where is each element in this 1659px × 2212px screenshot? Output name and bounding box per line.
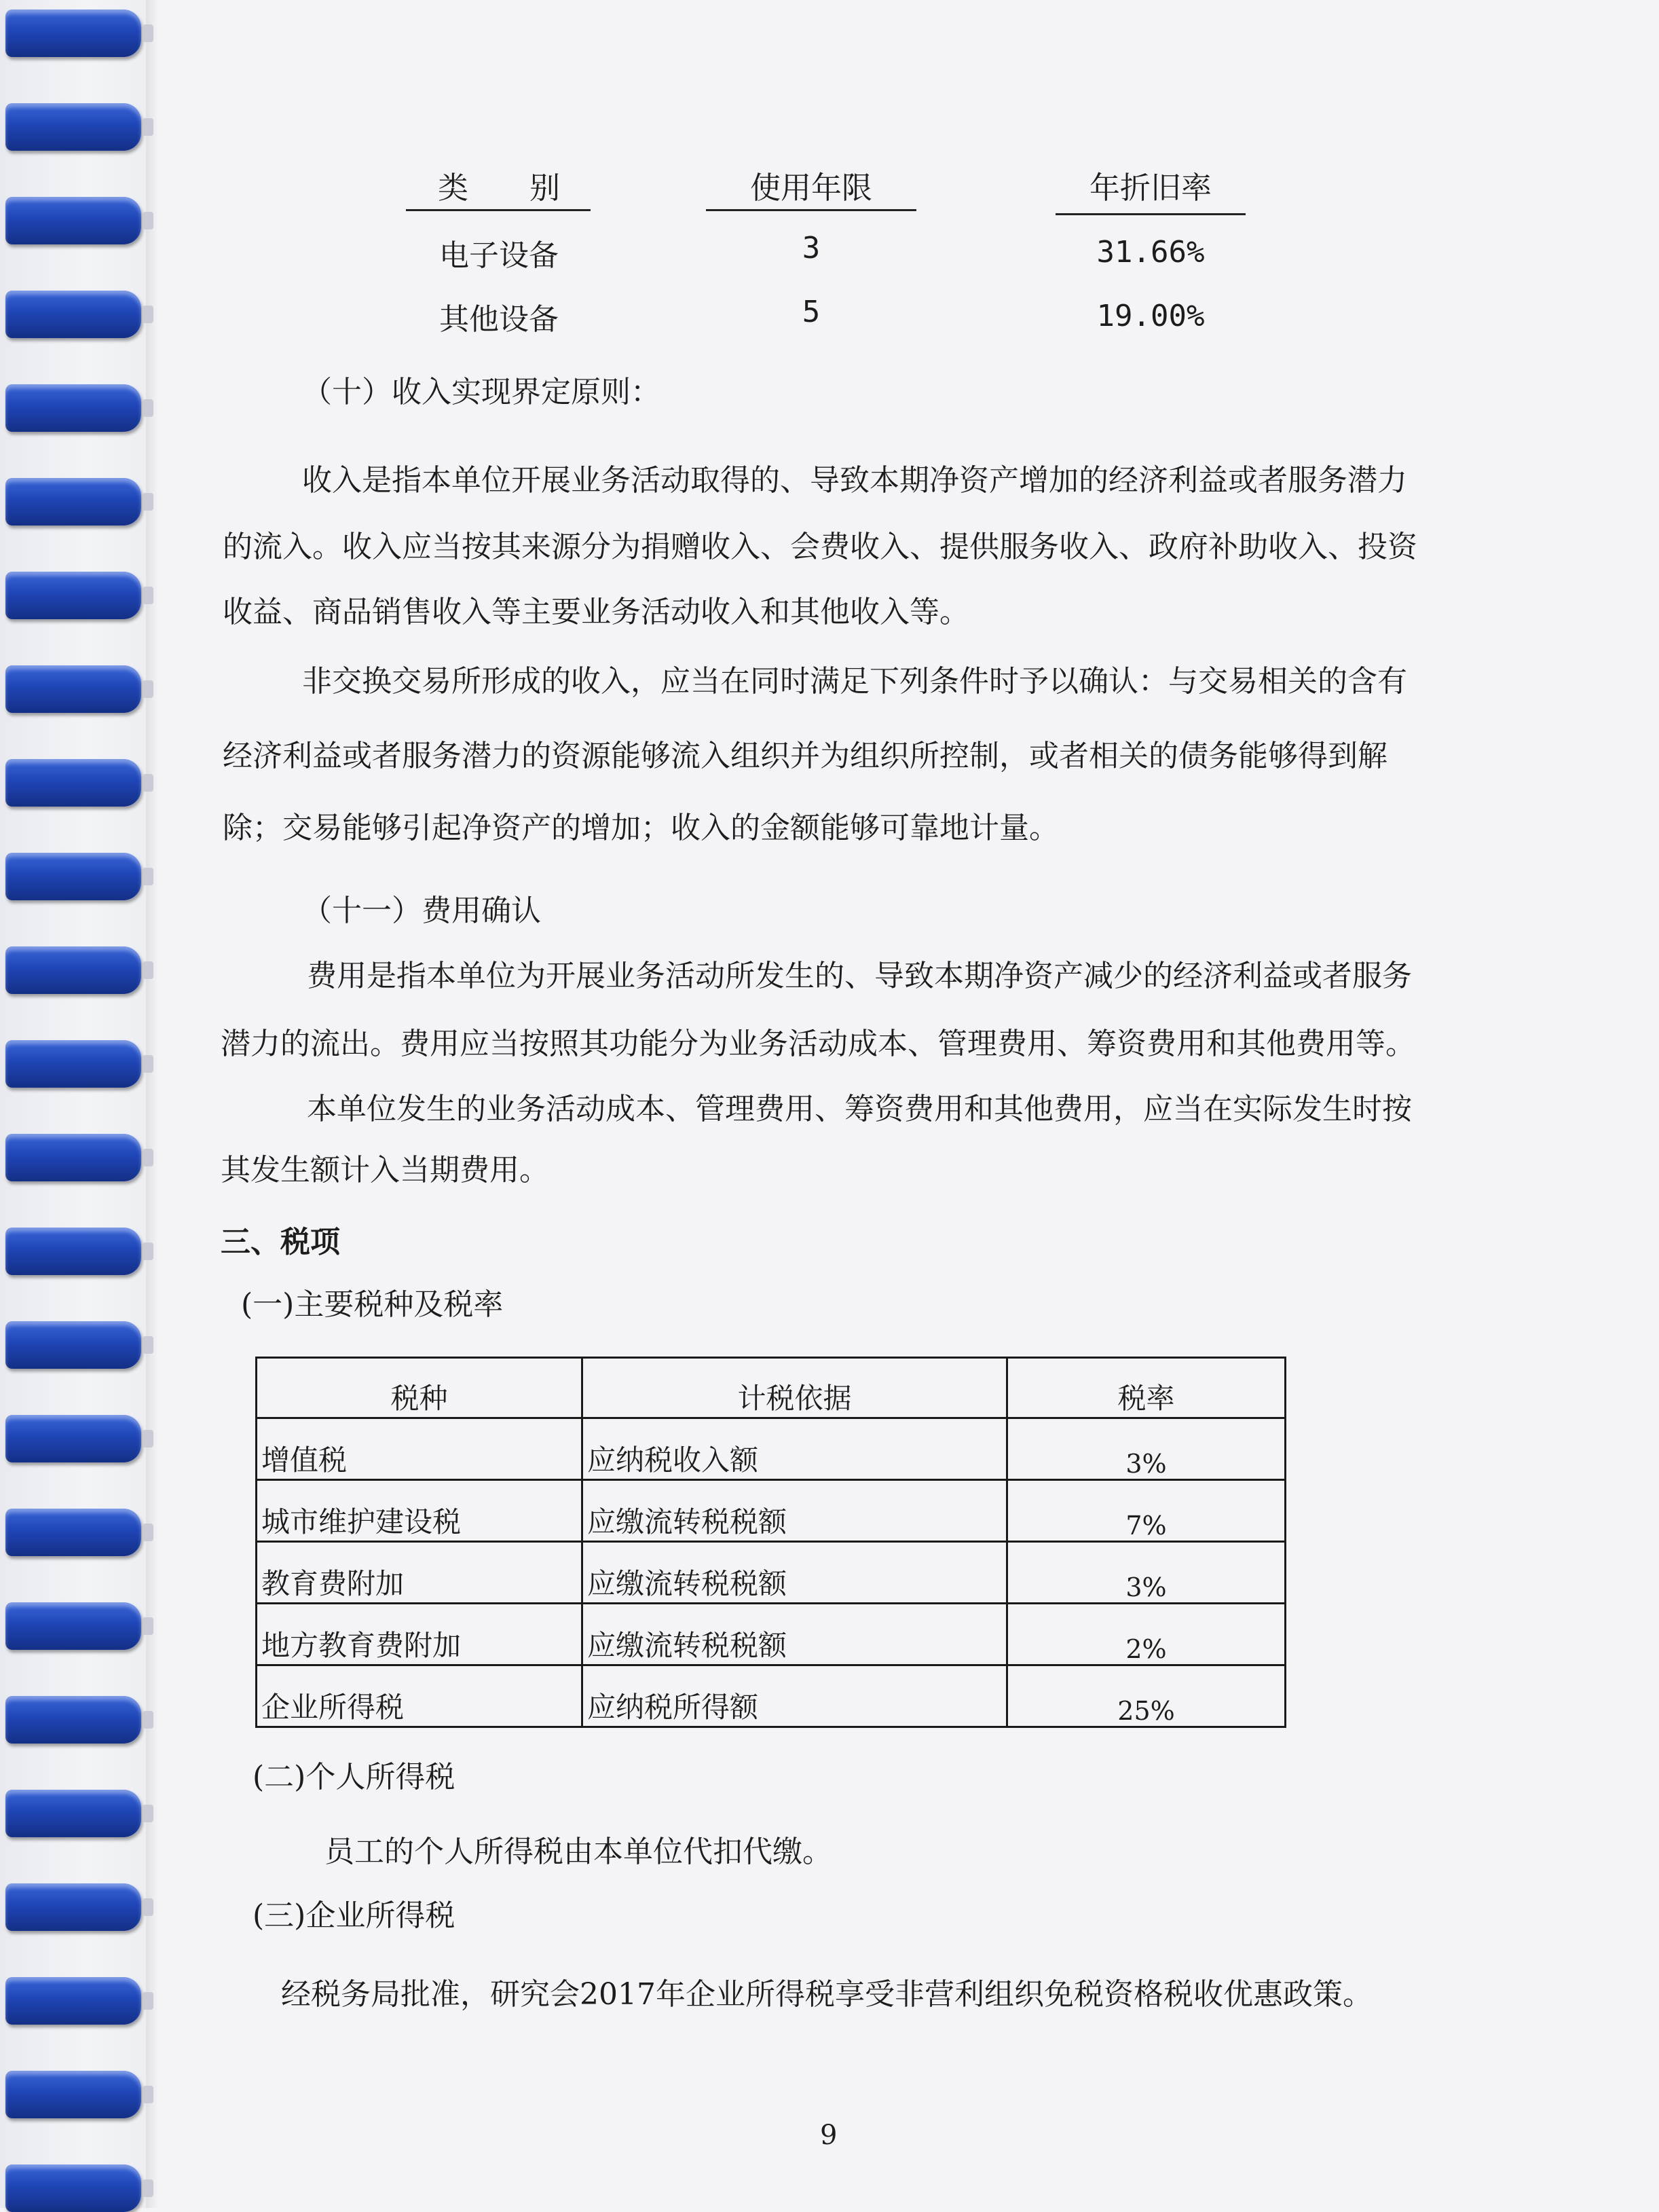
tax-rate-cell: 3% bbox=[1007, 1542, 1286, 1604]
binding-coil bbox=[5, 384, 141, 432]
revenue-paragraph-line: 除；交易能够引起净资产的增加；收入的金额能够可靠地计量。 bbox=[223, 811, 1059, 845]
table-row bbox=[257, 1480, 1286, 1542]
dep-rule-years bbox=[706, 209, 916, 211]
binding-coil bbox=[5, 291, 141, 338]
tax-rate-cell: 2% bbox=[1007, 1604, 1286, 1665]
binding-hole bbox=[143, 587, 153, 604]
tax-basis-cell: 应缴流转税税额 bbox=[582, 1604, 1007, 1665]
dep-header-rate: 年折旧率 bbox=[1089, 170, 1212, 206]
revenue-paragraph-line: 经济利益或者服务潜力的资源能够流入组织并为组织所控制，或者相关的债务能够得到解 bbox=[223, 739, 1387, 773]
binding-hole bbox=[143, 1336, 153, 1354]
expense-paragraph-line: 其发生额计入当期费用。 bbox=[221, 1153, 549, 1187]
binding-hole bbox=[143, 680, 153, 698]
binding-hole bbox=[143, 961, 153, 979]
binding-hole bbox=[143, 212, 153, 229]
binding-coil bbox=[5, 2071, 141, 2118]
binding-coil bbox=[5, 1509, 141, 1556]
expense-heading: （十一）费用确认 bbox=[302, 893, 541, 928]
corporate-tax-text: 经税务局批准，研究会2017年企业所得税享受非营利组织免税资格税收优惠政策。 bbox=[281, 1977, 1373, 2012]
binding-hole bbox=[143, 1149, 153, 1166]
binding-coil bbox=[5, 1602, 141, 1650]
tax-basis-cell: 应缴流转税税额 bbox=[582, 1542, 1007, 1604]
tax-section-heading: 三、税项 bbox=[221, 1225, 340, 1259]
table-header-basis: 计税依据 bbox=[582, 1358, 1007, 1418]
binding-hole bbox=[143, 1992, 153, 2010]
binding-hole bbox=[143, 1898, 153, 1916]
tax-subheading-main: (一)主要税种及税率 bbox=[241, 1287, 504, 1322]
tax-type-cell: 企业所得税 bbox=[257, 1665, 582, 1727]
tax-type-cell: 城市维护建设税 bbox=[257, 1480, 582, 1542]
table-header-tax-type: 税种 bbox=[257, 1358, 582, 1418]
binding-coil bbox=[5, 103, 141, 151]
binding-coil bbox=[5, 665, 141, 713]
tax-basis-cell: 应缴流转税税额 bbox=[582, 1480, 1007, 1542]
personal-tax-text: 员工的个人所得税由本单位代扣代缴。 bbox=[324, 1835, 832, 1869]
revenue-heading: （十）收入实现界定原则： bbox=[302, 375, 660, 409]
binding-coil bbox=[5, 197, 141, 244]
binding-coil bbox=[5, 759, 141, 807]
binding-coil bbox=[5, 10, 141, 57]
dep-cell-category: 电子设备 bbox=[439, 238, 559, 273]
binding-hole bbox=[143, 1805, 153, 1822]
binding-hole bbox=[143, 1430, 153, 1448]
tax-rate-cell: 7% bbox=[1007, 1480, 1286, 1542]
binding-hole bbox=[143, 493, 153, 511]
binding-coil bbox=[5, 1134, 141, 1181]
tax-rate-cell: 3% bbox=[1007, 1418, 1286, 1480]
dep-cell-rate: 31.66% bbox=[1096, 235, 1205, 270]
table-row bbox=[257, 1665, 1286, 1727]
binding-hole bbox=[143, 774, 153, 792]
page-shadow bbox=[146, 0, 158, 2208]
binding-coil bbox=[5, 1321, 141, 1369]
dep-header-category: 类 别 bbox=[437, 170, 560, 206]
tax-subheading-personal: (二)个人所得税 bbox=[253, 1760, 455, 1794]
binding-coil bbox=[5, 572, 141, 619]
dep-rule-category bbox=[406, 209, 591, 211]
binding-coil bbox=[5, 946, 141, 994]
binding-hole bbox=[143, 1242, 153, 1260]
binding-coil bbox=[5, 1415, 141, 1462]
binding-hole bbox=[143, 306, 153, 323]
dep-cell-category: 其他设备 bbox=[439, 302, 559, 337]
binding-coil bbox=[5, 2164, 141, 2212]
tax-rate-cell: 25% bbox=[1007, 1665, 1286, 1727]
binding-hole bbox=[143, 1711, 153, 1729]
table-header-rate: 税率 bbox=[1007, 1358, 1286, 1418]
tax-subheading-corporate: (三)企业所得税 bbox=[253, 1898, 455, 1933]
expense-paragraph-line: 本单位发生的业务活动成本、管理费用、筹资费用和其他费用，应当在实际发生时按 bbox=[307, 1092, 1412, 1126]
expense-paragraph-line: 潜力的流出。费用应当按照其功能分为业务活动成本、管理费用、筹资费用和其他费用等。 bbox=[221, 1027, 1415, 1061]
binding-hole bbox=[143, 868, 153, 885]
revenue-paragraph-line: 收入是指本单位开展业务活动取得的、导致本期净资产增加的经济利益或者服务潜力 bbox=[302, 463, 1407, 498]
binding-coil bbox=[5, 1228, 141, 1275]
table-row bbox=[257, 1418, 1286, 1480]
binding-hole bbox=[143, 24, 153, 42]
revenue-paragraph-line: 的流入。收入应当按其来源分为捐赠收入、会费收入、提供服务收入、政府补助收入、投资 bbox=[223, 530, 1417, 564]
binding-coil bbox=[5, 1040, 141, 1088]
expense-paragraph-line: 费用是指本单位为开展业务活动所发生的、导致本期净资产减少的经济利益或者服务 bbox=[307, 959, 1412, 993]
binding-coil bbox=[5, 853, 141, 900]
dep-cell-rate: 19.00% bbox=[1096, 299, 1205, 333]
binding-hole bbox=[143, 1524, 153, 1541]
binding-coil bbox=[5, 1696, 141, 1744]
binding-hole bbox=[143, 399, 153, 417]
binding-coil bbox=[5, 478, 141, 526]
binding-hole bbox=[143, 2086, 153, 2103]
tax-type-cell: 增值税 bbox=[257, 1418, 582, 1480]
dep-cell-years: 3 bbox=[802, 231, 821, 265]
page-number: 9 bbox=[820, 2120, 838, 2151]
binding-coil bbox=[5, 1790, 141, 1837]
tax-basis-cell: 应纳税收入额 bbox=[582, 1418, 1007, 1480]
revenue-paragraph-line: 非交换交易所形成的收入，应当在同时满足下列条件时予以确认：与交易相关的含有 bbox=[302, 664, 1407, 699]
dep-header-years: 使用年限 bbox=[749, 170, 872, 206]
tax-type-cell: 教育费附加 bbox=[257, 1542, 582, 1604]
binding-coil bbox=[5, 1883, 141, 1931]
tax-type-cell: 地方教育费附加 bbox=[257, 1604, 582, 1665]
table-row bbox=[257, 1604, 1286, 1665]
binding-coil bbox=[5, 1977, 141, 2025]
dep-cell-years: 5 bbox=[802, 295, 821, 329]
tax-rate-table bbox=[255, 1357, 1286, 1728]
binding-hole bbox=[143, 118, 153, 136]
table-row bbox=[257, 1542, 1286, 1604]
binding-hole bbox=[143, 2179, 153, 2197]
binding-hole bbox=[143, 1617, 153, 1635]
binding-hole bbox=[143, 1055, 153, 1073]
table-header-row bbox=[257, 1358, 1286, 1418]
tax-basis-cell: 应纳税所得额 bbox=[582, 1665, 1007, 1727]
revenue-paragraph-line: 收益、商品销售收入等主要业务活动收入和其他收入等。 bbox=[223, 595, 969, 629]
dep-rule-rate bbox=[1056, 213, 1246, 215]
